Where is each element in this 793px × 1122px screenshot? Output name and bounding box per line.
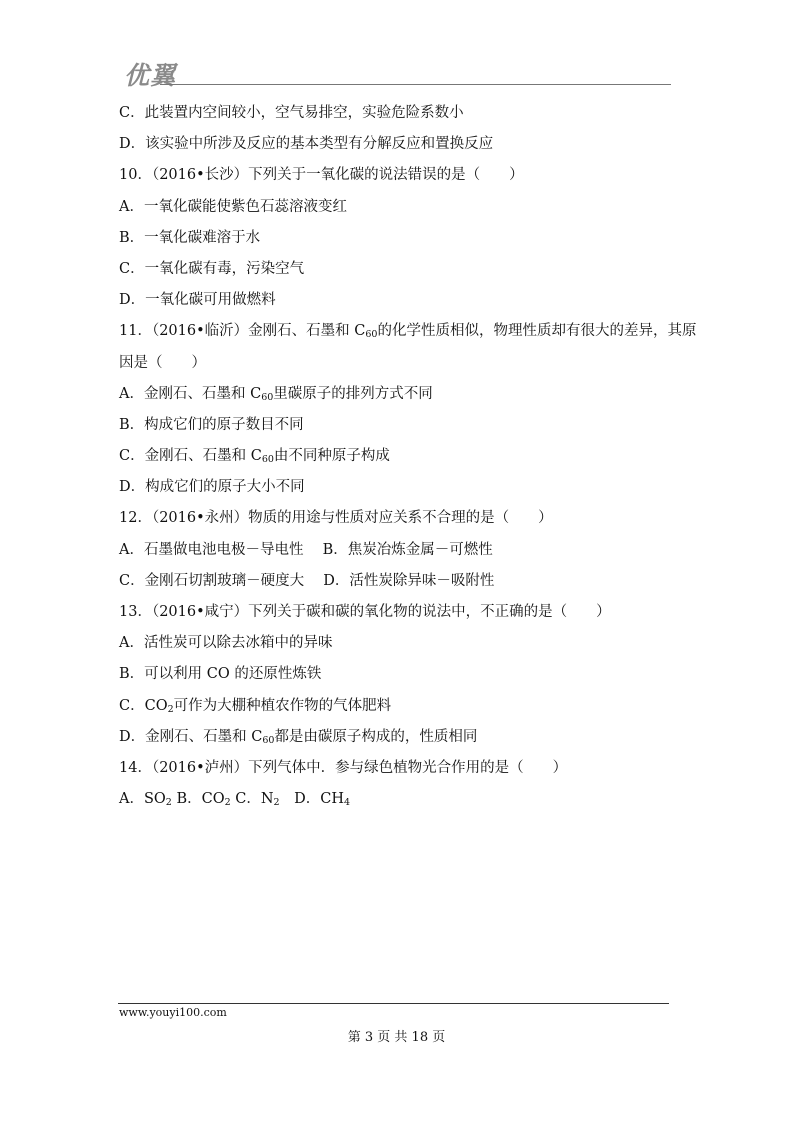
line-q13 <box>119 600 674 631</box>
text-run: B．可以利用 CO 的还原性炼铁 <box>119 666 322 683</box>
text-run: B．CO <box>171 791 225 808</box>
text-run: D．该实验中所涉及反应的基本类型有分解反应和置换反应 <box>119 136 494 153</box>
header-rule <box>160 84 671 85</box>
subscript: 60 <box>262 734 275 746</box>
text-run: 14．（2016•泸州）下列气体中．参与绿色植物光合作用的是（ ） <box>119 759 568 776</box>
subscript: 2 <box>167 703 174 715</box>
text-run: 都是由碳原子构成的，性质相同 <box>274 728 478 745</box>
line-q14-opts <box>119 787 674 818</box>
text-run: 13．（2016•咸宁）下列关于碳和碳的氧化物的说法中，不正确的是（ ） <box>119 604 611 620</box>
text-run: B．构成它们的原子数目不同 <box>119 416 304 433</box>
text-run: D．CH <box>279 791 344 808</box>
text-run: A．活性炭可以除去冰箱中的异味 <box>119 635 333 652</box>
line-q13-c <box>119 694 674 725</box>
text-run: A．SO <box>119 791 166 808</box>
line-q12-ab <box>119 538 674 569</box>
line-q14 <box>119 756 674 787</box>
text-run: 11．（2016•临沂）金刚石、石墨和 C <box>119 323 366 340</box>
text-run: C．金刚石切割玻璃－硬度大 D．活性炭除异味－吸附性 <box>119 572 495 589</box>
footer-rule <box>118 1003 669 1004</box>
line-q11-cont <box>119 351 674 382</box>
line-q13-a <box>119 631 674 662</box>
line-q11 <box>119 319 697 350</box>
subscript: 2 <box>165 797 172 809</box>
page-header <box>118 56 671 90</box>
text-run: D．一氧化碳可用做燃料 <box>119 292 276 309</box>
question-content <box>119 101 697 818</box>
text-run: C．一氧化碳有毒，污染空气 <box>119 260 305 277</box>
text-run: 12．（2016•永州）物质的用途与性质对应关系不合理的是（ ） <box>119 510 553 527</box>
subscript: 60 <box>261 454 274 466</box>
text-run: B．一氧化碳难溶于水 <box>119 229 261 246</box>
line-q12 <box>119 506 674 537</box>
line-q11-c <box>119 444 674 475</box>
subscript: 60 <box>365 329 378 341</box>
line-q11-a <box>119 382 674 413</box>
line-q11-b <box>119 413 674 444</box>
text-run: D．构成它们的原子大小不同 <box>119 479 305 496</box>
text-run: A．一氧化碳能使紫色石蕊溶液变红 <box>119 198 347 215</box>
text-run: C．金刚石、石墨和 C <box>119 448 262 465</box>
text-run: A．金刚石、石墨和 C <box>119 385 262 402</box>
footer-url: www.youyi100.com <box>119 1006 227 1019</box>
line-q10-d <box>119 288 674 319</box>
line-q13-d <box>119 725 674 756</box>
text-run: 10．（2016•长沙）下列关于一氧化碳的说法错误的是（ ） <box>119 167 524 184</box>
line-q10 <box>119 163 674 194</box>
subscript: 2 <box>273 797 280 809</box>
brand-logo: 优翼 <box>124 61 177 90</box>
subscript: 4 <box>343 797 351 809</box>
subscript: 60 <box>261 391 274 403</box>
text-run: D．金刚石、石墨和 C <box>119 728 263 745</box>
line-q12-cd <box>119 569 674 600</box>
subscript: 2 <box>224 797 231 809</box>
text-run: 可作为大棚种植农作物的气体肥料 <box>173 697 392 714</box>
text-run: 由不同种原子构成 <box>273 448 390 465</box>
line-q11-d <box>119 475 674 506</box>
line-q10-c <box>119 257 674 288</box>
line-q10-a <box>119 195 674 226</box>
text-run: C．CO <box>119 697 168 714</box>
text-run: 里碳原子的排列方式不同 <box>273 385 433 402</box>
text-run: C．N <box>230 791 274 808</box>
line-q9-c <box>119 101 674 132</box>
text-run: 的化学性质相似，物理性质却有很大的差异，其原 <box>377 323 697 340</box>
text-run: C．此装置内空间较小，空气易排空，实验危险系数小 <box>119 105 464 121</box>
line-q13-b <box>119 662 674 693</box>
text-run: A．石墨做电池电极－导电性 B．焦炭冶炼金属－可燃性 <box>119 541 493 558</box>
text-run: 因是（ ） <box>119 354 206 371</box>
page-number: 第 3 页 共 18 页 <box>347 1030 446 1045</box>
line-q10-b <box>119 226 674 257</box>
line-q9-d <box>119 132 674 163</box>
